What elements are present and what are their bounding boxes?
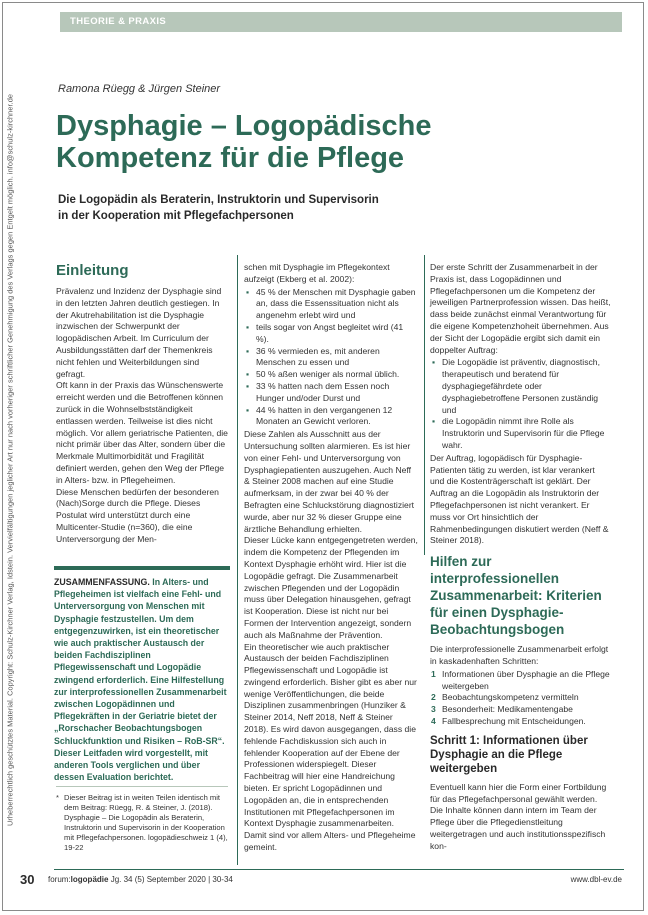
body-paragraph: Die interprofessionelle Zusammenarbeit erfolgt in kaskadenhaften Schritten: xyxy=(430,644,609,666)
column-divider-right xyxy=(424,255,425,555)
step-text: Informationen über Dysphagie an die Pflege weitergeben xyxy=(442,668,610,691)
journal-info xyxy=(48,875,233,884)
summary-box xyxy=(54,566,230,783)
intro-paragraph-3: Diese Menschen bedürfen der besonderen (Nach)Sorge durch die Pflege. Dieses Postulat wird unterstützt durch eine Multicenter-Studie (n=360), die eine Unterversorgung der Men- xyxy=(56,486,219,544)
list-item xyxy=(431,668,611,693)
footnote-rule xyxy=(56,786,228,787)
footnote-box xyxy=(56,786,228,853)
list-item: ▪ die Logopädin nimmt ihre Rolle als Instruktorin und Supervisorin für die Pflege wahr. xyxy=(442,416,611,451)
page-number: 30 xyxy=(20,872,35,887)
summary-rule xyxy=(54,566,230,570)
step-number: 3 xyxy=(431,704,436,715)
list-item: ▪ 50 % aßen weniger als normal üblich. xyxy=(256,369,418,381)
list-item xyxy=(431,704,611,716)
summary-body: In Alters- und Pflegeheimen ist vielfach eine Fehl- und Unterversorgung von Menschen mit Dysphagie festzustellen. Um dem entgegenzuwirken, ist ein theoretischer wie auch praktischer Austausch der beiden Fachdisziplinen Pflegewissenschaft und Logopädie zwingend erforderlich. Eine Hilfestellung zur interprofessionellen Zusammenarbeit zwischen Logopädinnen und Pflegekräften in der Geriatrie bietet der „Rorschacher Beobachtungsbogen Schluckfunktion und Risiken – RoB-SR“. Dieser Leitfaden wird vorgestellt, mit anderen Tools verglichen und über dessen Evaluation berichtet. xyxy=(54,577,227,783)
article-title xyxy=(56,110,616,174)
step-1-heading: Schritt 1: Informationen über Dysphagie an die Pflege weitergeben xyxy=(430,734,588,775)
steps-list xyxy=(430,669,611,728)
journal-name: logopädie xyxy=(70,875,109,884)
article-subtitle xyxy=(58,192,458,224)
body-paragraph: Diese Zahlen als Ausschnitt aus der Untersuchung sollten alarmieren. Es ist hier von einer Fehl- und Unterversorgung von Dysphagiepatienten auszugehen. Auch Neff & Steiner 2008 machen auf eine Studie aufmerksam, in der zwar bei 40 % der Befragten eine Schluckstörung diagnostiziert wurde, aber nur 32 % dieser Gruppe eine ärztliche Behandlung erhielten. xyxy=(244,429,415,534)
column-1 xyxy=(56,262,229,546)
footer-rule xyxy=(54,869,624,870)
copyright-notice xyxy=(3,40,17,880)
website-link[interactable]: www.dbl-ev.de xyxy=(570,875,622,884)
body-paragraph: Dieser Lücke kann entgegengetreten werden, indem die Kompetenz der Pflegenden im Kontext Dysphagie erhöht wird. Hier ist die Logopädie gefragt. Die Zusammenarbeit zwischen Pflegenden und der Logopädin muss über Delegation hinausgehen, gefragt ist Kooperation. Diese ist nicht nur bei Formen der Intervention angezeigt, sondern auch als Maßnahme der Prävention. xyxy=(244,535,418,640)
mandate-list xyxy=(430,357,611,451)
authors: Ramona Rüegg & Jürgen Steiner xyxy=(58,83,221,95)
summary-text xyxy=(54,576,230,783)
collaboration-heading: Hilfen zur interprofessionellen Zusammenarbeit: Kriterien für einen Dysphagie-Beobachtungsbogen xyxy=(430,554,602,638)
step-number: 1 xyxy=(431,668,436,679)
study-findings-list xyxy=(244,287,418,429)
list-item: ▪ teils sogar von Angst begleitet wird (41 %). xyxy=(256,322,418,346)
list-item xyxy=(431,692,611,704)
intro-paragraph-2: Oft kann in der Praxis das Wünschenswerte erreicht werden und die Betroffenen können zurück in die Wohnselbstständigkeit entlassen werden. Teilweise ist dies nicht möglich. Vor allem geriatrische Patienten, die nicht primär über das Alter, sondern über die Merkmale Multimorbidität und Fragilität definiert werden, gehen den Weg der Pflege in Alters- bzw. in Pflegeheimen. xyxy=(56,380,228,485)
title-line-2: Kompetenz für die Pflege xyxy=(56,142,405,174)
page-footer xyxy=(0,869,648,889)
step-text: Fallbesprechung mit Entscheidungen. xyxy=(442,715,586,726)
subtitle-line-1: Die Logopädin als Beraterin, Instruktorin und Supervisorin xyxy=(58,194,379,206)
list-item: ▪ 33 % hatten nach dem Essen noch Hunger und/oder Durst und xyxy=(256,381,418,405)
column-divider-left xyxy=(237,255,238,865)
step-text: Besonderheit: Medikamentengabe xyxy=(442,704,573,715)
column-2 xyxy=(244,262,418,854)
section-header-bar xyxy=(60,12,622,32)
title-line-1: Dysphagie – Logopädische xyxy=(56,110,432,142)
body-paragraph: Ein theoretischer wie auch praktischer Austausch der beiden Fachdisziplinen Pflegewissenschaft und Logopädie ist zwingend erforderlich. Bisher gibt es aber nur wenige Veröffentlichungen, die beide Disziplinen zusammenbringen (Hunziker & Steiner 2014, Neff 2018, Neff & Steiner 2018). Es wird davon ausgegangen, dass die fehlende Fachdiskussion sich auch in fehlender Kooperation auf der Ebene der Professionen widerspiegelt. Dieser Fachbeitrag will hier eine Handreichung bieten. Er spricht Logopädinnen und Logopäden an, die in entsprechenden Institutionen mit Pflegefachpersonen im Kontext Dysphagie zusammenarbeiten. Damit sind vor allem Alters- und Pflegeheime gemeint. xyxy=(244,641,417,853)
list-item: ▪ 36 % vermieden es, mit anderen Menschen zu essen und xyxy=(256,346,418,370)
journal-issue: Jg. 34 (5) September 2020 | 30-34 xyxy=(110,875,233,884)
list-item: ▪ Die Logopädie ist präventiv, diagnostisch, therapeutisch und beratend für dysphagiegefährdete oder dysphagiebetroffene Personen zuständig und xyxy=(442,357,611,416)
body-paragraph: Der Auftrag, logopädisch für Dysphagie-Patienten tätig zu werden, ist klar verankert und die Kostenträgerschaft ist geklärt. Der Auftrag an die Logopädin als Instruktorin der Pflegefachpersonen ist nicht verankert. Er muss vor Ort hinsichtlich der Rahmenbedingungen diskutiert werden (Neff & Steiner 2018). xyxy=(430,452,609,546)
step-number: 4 xyxy=(431,715,436,726)
summary-lead: ZUSAMMENFASSUNG. xyxy=(54,577,150,587)
subtitle-line-2: in der Kooperation mit Pflegefachpersonen xyxy=(58,210,294,222)
body-paragraph: Eventuell kann hier die Form einer Fortbildung für das Pflegefachpersonal gewählt werden. Die Inhalte können dann intern im Team der Pflege über die Pflegedienstleitung weitergetragen und auch institutionsspezifisch kon- xyxy=(430,781,607,851)
list-item: ▪ 45 % der Menschen mit Dysphagie gaben an, dass die Essenssituation nicht als angenehm erlebt wird und xyxy=(256,287,418,322)
list-item xyxy=(431,715,611,728)
copyright-text: Urheberrechtlich geschütztes Material. Copyright: Schulz-Kirchner Verlag, Idstein. Vervielfältigungen jeglicher Art nur nach vorheriger schriftlicher Genehmigung des Verlags gegen Entgelt möglich. info@schulz-kirchner.de xyxy=(5,93,15,827)
journal-prefix: forum: xyxy=(48,875,71,884)
study-intro: schen mit Dysphagie im Pflegekontext aufzeigt (Ekberg et al. 2002): xyxy=(244,262,390,284)
footnote-text: * Dieser Beitrag ist in weiten Teilen identisch mit dem Beitrag: Rüegg, R. & Steiner, J. (2018). Dysphagie – Die Logopädin als Beraterin, Instruktorin und Supervisorin in der Kooperation mit Pflegefachpersonen. logopädieschweiz 1 (4), 19-22 xyxy=(56,793,228,853)
list-item: ▪ 44 % hatten in den vergangenen 12 Monaten an Gewicht verloren. xyxy=(256,405,418,429)
column-3 xyxy=(430,262,611,852)
body-paragraph: Der erste Schritt der Zusammenarbeit in der Praxis ist, dass Logopädinnen und Pflegefachpersonen um die Kompetenz der jeweiligen Partnerprofession wissen. Das heißt, dass beide zunächst einmal Verantwortung für die eigene Kompetenzhoheit übernehmen. Aus der Sicht der Logopädie ergibt sich damit ein doppelter Auftrag: xyxy=(430,262,611,355)
section-label: THEORIE & PRAXIS xyxy=(70,16,167,27)
introduction-heading: Einleitung xyxy=(56,262,129,279)
step-number: 2 xyxy=(431,692,436,703)
intro-paragraph-1: Prävalenz und Inzidenz der Dysphagie sind in den letzten Jahren deutlich gestiegen. In der Akutrehabilitation ist die Dysphagie inzwischen der Schwerpunkt der logopädischen Arbeit. Im Curriculum der Ausbildungsstätten darf der Themenkreis nicht fehlen und Weiterbildungen sind gefragt. xyxy=(56,286,222,379)
step-text: Beobachtungskompetenz vermitteln xyxy=(442,692,579,703)
